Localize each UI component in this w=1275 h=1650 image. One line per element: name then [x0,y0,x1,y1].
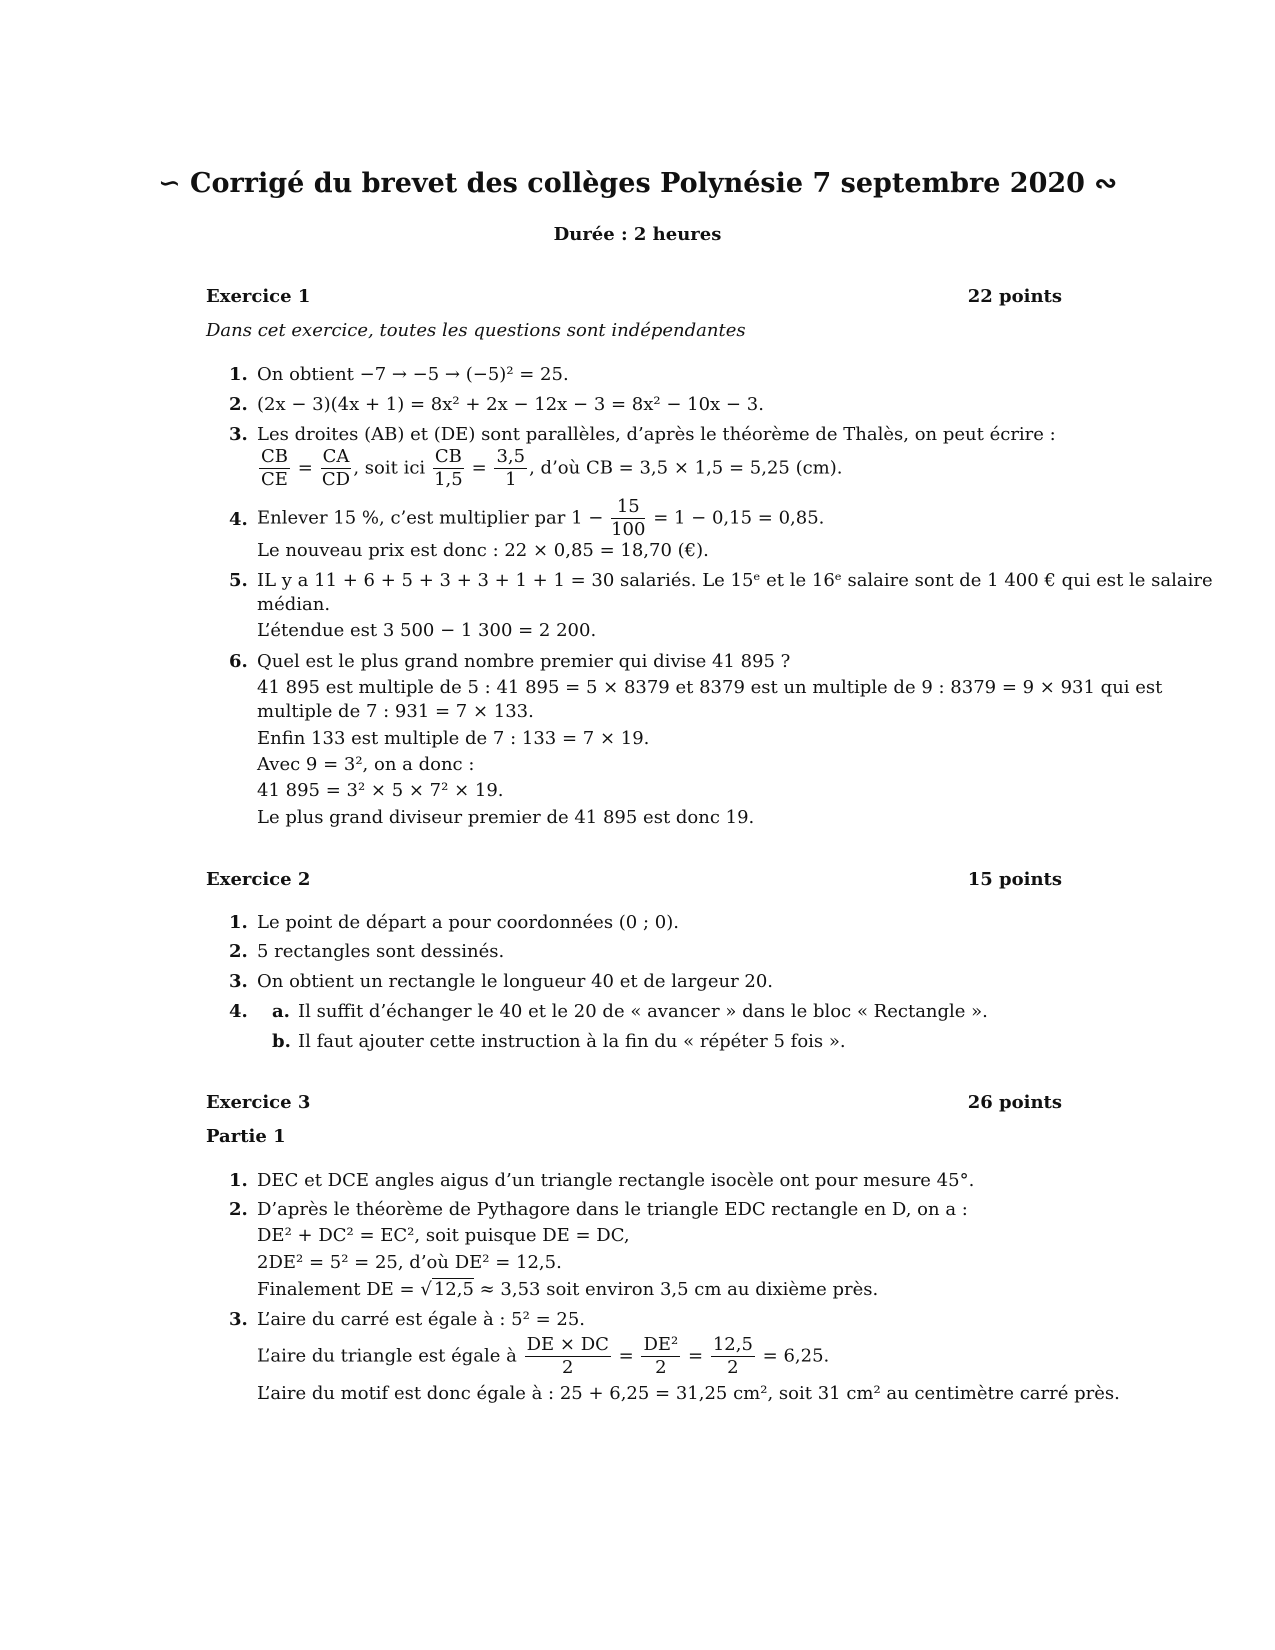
ex1-q6-line6: 41 895 = 3² × 5 × 7² × 19. [257,780,504,801]
ex1-q5-line3: L’étendue est 3 500 − 1 300 = 2 200. [257,620,597,641]
item-number: 6. [229,651,248,672]
part-1-title: Partie 1 [206,1126,286,1147]
ex2-q3: On obtient un rectangle le longueur 40 et de largeur 20. [257,971,774,992]
exercise-1-points: 22 points [967,286,1062,307]
ex3-q3-line2: L’aire du triangle est égale à $\frac{DE \times DC}{2}$ = $\frac{\text{DE²}}{2}$ = $\frac{12,5}{2}$ = 6,25. [257,1334,830,1378]
item-number: 2. [229,941,248,962]
title-ornament-right: ∾ [1094,168,1117,199]
ex3-q1: DEC et DCE angles aigus d’un triangle rectangle isocèle ont pour mesure 45°. [257,1170,975,1191]
ex2-q4b: Il faut ajouter cette instruction à la fin du « répéter 5 fois ». [298,1031,846,1052]
fraction: $\frac{CA}{CD}$ [321,446,351,490]
fraction: $\frac{\text{DE²}}{2}$ [643,1334,679,1378]
item-number: 1. [229,1170,248,1191]
duration: Durée : 2 heures [553,224,722,245]
exercise-1-header [206,286,1062,307]
ex1-q6-line2: 41 895 est multiple de 5 : 41 895 = 5 × 8379 et 8379 est un multiple de 9 : 8379 = 9 × 931 qui est [257,677,1163,698]
fraction: $\frac{3,5}{1}$ [496,446,526,490]
ex3-q3-line1: L’aire du carré est égale à : 5² = 25. [257,1309,585,1330]
item-number: 4. [229,1001,248,1022]
fraction: $\frac{15}{100}$ [611,496,646,540]
ex3-q2-line1: D’après le théorème de Pythagore dans le triangle EDC rectangle en D, on a : [257,1199,968,1220]
ex3-q2-line3: 2DE² = 5² = 25, d’où DE² = 12,5. [257,1252,562,1273]
exercise-1-intro: Dans cet exercice, toutes les questions sont indépendantes [206,320,746,341]
item-number: 3. [229,1309,248,1330]
exercise-2-points: 15 points [967,869,1062,890]
ex1-q5-line1: IL y a 11 + 6 + 5 + 3 + 3 + 1 + 1 = 30 salariés. Le 15ᵉ et le 16ᵉ salaire sont de 1 400 € qui est le salaire [257,570,1213,591]
ex1-q6-line4: Enfin 133 est multiple de 7 : 133 = 7 × 19. [257,728,650,749]
fraction: $\frac{CB}{CE}$ [261,446,288,490]
ex1-q4-line2: Le nouveau prix est donc : 22 × 0,85 = 18,70 (€). [257,540,709,561]
ex2-q4a: Il suffit d’échanger le 40 et le 20 de « avancer » dans le bloc « Rectangle ». [298,1001,988,1022]
item-number: 1. [229,364,248,385]
title-text: Corrigé du brevet des collèges Polynésie 7 septembre 2020 [190,168,1085,199]
fraction: $\frac{12,5}{2}$ [712,1334,753,1378]
sub-letter: a. [272,1001,290,1022]
square-root: 12,5 [433,1279,474,1300]
ex3-q3-line3: L’aire du motif est donc égale à : 25 + 6,25 = 31,25 cm², soit 31 cm² au centimètre carré près. [257,1383,1120,1404]
ex3-q2-line2: DE² + DC² = EC², soit puisque DE = DC, [257,1225,630,1246]
item-number: 2. [229,1199,248,1220]
item-number: 1. [229,912,248,933]
ex3-q2-line4: Finalement DE = √ 12,5 ≈ 3,53 soit environ 3,5 cm au dixième près. [257,1279,879,1300]
ex1-q1: On obtient −7 → −5 → (−5)² = 25. [257,364,569,385]
item-number: 2. [229,394,248,415]
item-number: 4. [229,509,248,530]
ex1-q2: (2x − 3)(4x + 1) = 8x² + 2x − 12x − 3 = 8x² − 10x − 3. [257,394,764,415]
ex1-q3-equation: $\frac{CB}{CE}$ = $\frac{CA}{CD}$ , soit ici $\frac{CB}{1,5}$ = $\frac{3,5}{1}$ , d’où CB = 3,5 × 1,5 = 5,25 (cm). [261,446,843,490]
ex1-q6-line5: Avec 9 = 3², on a donc : [257,754,475,775]
exercise-2-header [206,869,1062,890]
ex2-q2: 5 rectangles sont dessinés. [257,941,505,962]
exercise-2-title: Exercice 2 [206,869,311,890]
exercise-3-header [206,1092,1062,1113]
ex1-q4-line1: Enlever 15 %, c’est multiplier par 1 − $\frac{15}{100}$ = 1 − 0,15 = 0,85. [257,496,825,540]
ex2-q1: Le point de départ a pour coordonnées (0 ; 0). [257,912,679,933]
exercise-1-title: Exercice 1 [206,286,311,307]
fraction: $\frac{DE \times DC}{2}$ [526,1334,609,1378]
ex1-q6-line1: Quel est le plus grand nombre premier qui divise 41 895 ? [257,651,791,672]
item-number: 5. [229,570,248,591]
ex1-q6-line3: multiple de 7 : 931 = 7 × 133. [257,701,534,722]
title-ornament-left: ∽ [158,168,181,199]
sub-letter: b. [272,1031,291,1052]
document-title [0,168,1275,199]
exercise-3-points: 26 points [967,1092,1062,1113]
ex1-q6-line7: Le plus grand diviseur premier de 41 895 est donc 19. [257,807,755,828]
exercise-3-title: Exercice 3 [206,1092,311,1113]
ex1-q3-line1: Les droites (AB) et (DE) sont parallèles, d’après le théorème de Thalès, on peut écrire : [257,424,1056,445]
ex1-q5-line2: médian. [257,594,331,615]
item-number: 3. [229,971,248,992]
fraction: $\frac{CB}{1,5}$ [434,446,463,490]
item-number: 3. [229,424,248,445]
